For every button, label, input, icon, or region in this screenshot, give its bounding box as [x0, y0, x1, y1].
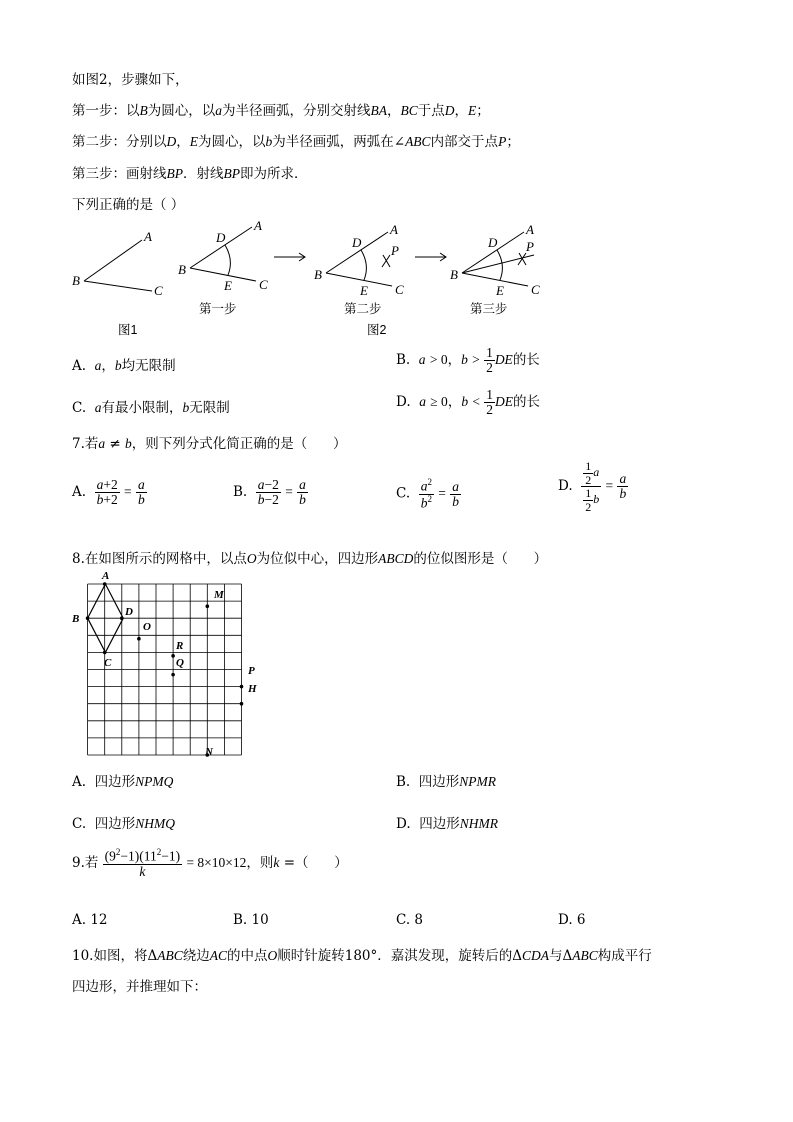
q9-option-c[interactable]: C. 8 [396, 912, 424, 928]
point-label-n: N [205, 746, 213, 758]
figure-1 [84, 240, 152, 291]
svg-text:B: B [450, 267, 458, 282]
svg-text:P: P [526, 239, 534, 254]
svg-text:B: B [178, 262, 186, 277]
point-label-p: P [248, 665, 255, 677]
q8-grid-figure [70, 570, 270, 760]
q9-stem: 9.若 $\frac{(9^2-1)(11^2-1)}{k}$ = 8×10×12，则k =（ ） [72, 847, 348, 879]
svg-text:C: C [259, 277, 268, 292]
q9-option-b[interactable]: B. 10 [233, 912, 269, 928]
point-label-q: Q [176, 657, 184, 669]
point-label-d: D [125, 606, 133, 618]
q8-option-a[interactable]: A. 四边形NPMQ [72, 774, 174, 790]
q8-option-d[interactable]: D. 四边形NHMR [396, 816, 498, 832]
q8-option-b[interactable]: B. 四边形NPMR [396, 774, 497, 790]
svg-text:A: A [254, 218, 262, 233]
grid-point-c [103, 651, 107, 655]
q7-option-b[interactable]: B. $\frac{a-2}{b-2}$ = $\frac{a}{b}$ [233, 477, 306, 508]
q6-step3: 第三步：画射线BP．射线BP即为所求． [72, 166, 308, 182]
q7-option-c[interactable]: C. $\frac{a^2}{b^2}$ = $\frac{a}{b}$ [396, 477, 459, 511]
q8-stem: 8.在如图所示的网格中，以点O为位似中心，四边形ABCD的位似图形是（ ） [72, 551, 548, 567]
q6-step2: 第二步：分别以D，E为圆心，以b为半径画弧，两弧在∠ABC内部交于点P； [72, 134, 520, 150]
q6-step1: 第一步：以B为圆心，以a为半径画弧，分别交射线BA，BC于点D，E； [72, 103, 490, 119]
grid-point-h [240, 702, 244, 706]
q6-question: 下列正确的是（ ） [72, 197, 185, 213]
svg-text:E: E [360, 283, 368, 298]
q7-option-d[interactable]: D. $\frac{1}{2}$ a $\frac{1}{2}$ b = $\frac{a}{b}$ [558, 459, 627, 514]
svg-text:E: E [496, 283, 504, 298]
q6-figures [60, 215, 620, 340]
grid-point-d [120, 616, 124, 620]
grid-point-m [206, 604, 210, 608]
svg-text:D: D [352, 235, 362, 250]
grid-point-b [86, 616, 90, 620]
svg-text:D: D [216, 230, 226, 245]
point-label-m: M [214, 589, 224, 601]
point-label-b: B [72, 613, 80, 625]
q10-line2: 四边形，并推理如下： [72, 979, 207, 995]
q6-intro: 如图2，步骤如下， [72, 72, 189, 88]
svg-text:B: B [314, 267, 322, 282]
svg-text:A: A [526, 222, 534, 237]
q6-option-d[interactable]: D. a ≥ 0，b < $\frac{1}{2}$ DE的长 [396, 387, 541, 418]
svg-text:C: C [531, 282, 540, 297]
q7-stem: 7.若a ≠ b，则下列分式化简正确的是（ ） [72, 436, 347, 452]
svg-text:B: B [72, 273, 80, 288]
svg-text:P: P [391, 243, 399, 258]
svg-text:C: C [395, 282, 404, 297]
q9-option-d[interactable]: D. 6 [558, 912, 586, 928]
fig-label-step2: 第二步 [344, 302, 382, 316]
q6-option-b[interactable]: B. a > 0，b > $\frac{1}{2}$ DE的长 [396, 345, 540, 376]
fig-label-2: 图2 [367, 323, 387, 337]
svg-text:E: E [224, 278, 232, 293]
q7-option-a[interactable]: A. $\frac{a+2}{b+2}$ = $\frac{a}{b}$ [72, 477, 145, 508]
grid-point-q [171, 673, 175, 677]
point-label-h: H [248, 683, 257, 695]
point-label-o: O [143, 621, 151, 633]
svg-text:D: D [488, 235, 498, 250]
q8-option-c[interactable]: C. 四边形NHMQ [72, 816, 175, 832]
svg-text:A: A [144, 229, 152, 244]
q6-option-c[interactable]: C. a有最小限制，b无限制 [72, 400, 230, 416]
fig-label-1: 图1 [118, 323, 138, 337]
grid-point-o [137, 637, 141, 641]
svg-text:A: A [390, 222, 398, 237]
grid-point-r [171, 654, 175, 658]
point-label-a: A [102, 570, 110, 582]
point-label-r: R [176, 640, 184, 652]
q6-option-a[interactable]: A. a，b均无限制 [72, 358, 176, 374]
grid-point-p [240, 685, 244, 689]
point-label-c: C [104, 657, 112, 669]
q10-line1: 10.如图，将ΔABC绕边AC的中点O顺时针旋转180°．嘉淇发现，旋转后的ΔCDA与ΔABC构成平行 [72, 948, 652, 964]
fig-label-step1: 第一步 [199, 302, 237, 316]
grid-point-a [103, 582, 107, 586]
fig-label-step3: 第三步 [470, 302, 508, 316]
svg-text:C: C [154, 283, 163, 298]
q9-option-a[interactable]: A. 12 [72, 912, 108, 928]
